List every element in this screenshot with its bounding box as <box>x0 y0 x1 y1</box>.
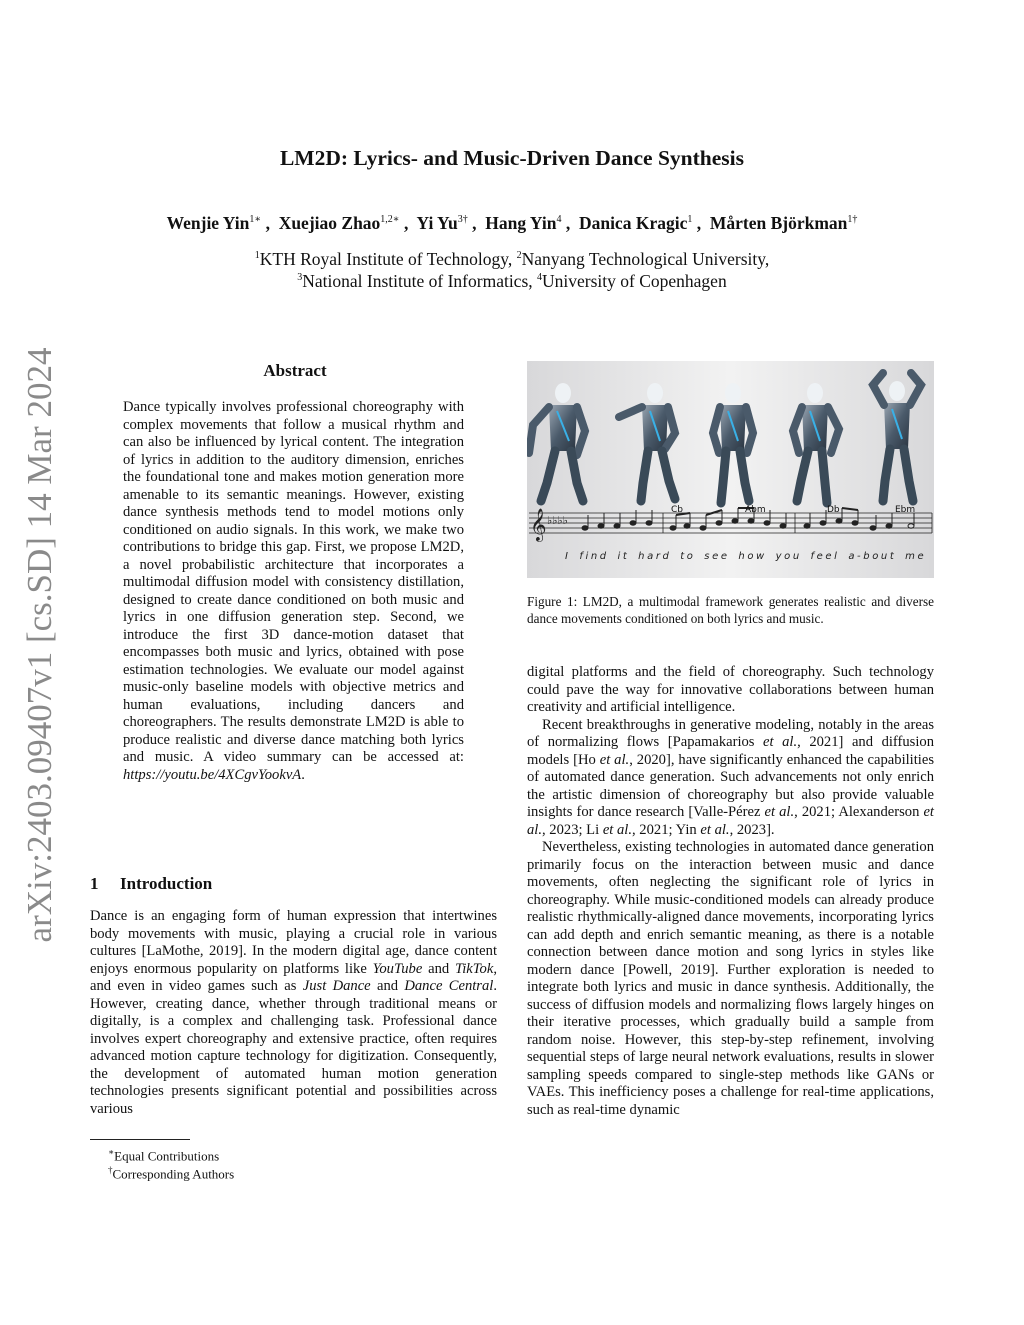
treble-clef-icon: 𝄞 <box>530 508 547 541</box>
lyrics-line: I find it hard to see how you feel a-bout me <box>565 551 927 562</box>
video-link[interactable]: https://youtu.be/4XCgvYookvA <box>123 766 302 783</box>
chord-label: Ebm <box>895 505 916 515</box>
arxiv-id: arXiv:2403.09407v1 [cs.SD] 14 Mar 2024 <box>20 347 59 943</box>
figure-caption: Figure 1: LM2D, a multimodal framework generates realistic and diverse dance movements conditioned on both lyrics and music. <box>527 594 934 626</box>
author: Yi $Yu^{3\dagger}$ <box>416 213 468 233</box>
abstract-heading: Abstract <box>263 361 327 380</box>
paragraph: Nevertheless, existing technologies in automated dance generation primarily focus on the interaction between music and dance movements, often neglecting the significant role of lyrics in choreography. While music-conditioned models can already produce realistic rhythmically-aligned dance movements, incorporating lyrics can add depth and enrich semantic meaning, as there is a notable connection between dance motion and song lyrics in styles like modern dance [Powell, 2019]. Further exploration is needed to integrate both lyrics and music in dance synthesis. Additionally, the success of diffusion models and normalizing flows largely hinges on their iterative processes, which gradually build a sample from random noise. However, this step-by-step refinement, involving sequential steps of large neural network evaluations, results in slower sampling speeds compared to single-step methods like GANs or VAEs. This inefficiency poses a challenge for real-time applications, such as real-time dynamic <box>527 839 934 1118</box>
author-list: Wenjie Yin$^{1∗}$ , Xuejiao Zhao$^{1,2∗}$ , Yi $Yu^{3\dagger}$ , Hang Yin$^4$ , Danica Kragic$^1$ , Mårten Björkman$^{1\dagger}$ <box>166 213 858 233</box>
abstract-body: Dance typically involves professional choreography with complex movements that follow a musical rhythm and can also be influenced by lyrical content. The integration of lyrics in addition to the auditory dimension, enriches the foundational tone and makes motion generation more amenable to its semantic meanings. However, existing dance synthesis methods tend to model motions only conditioned on audio signals. In this work, we make two contributions to bridge this gap. First, we propose LM2D, a novel probabilistic architecture that incorporates a multimodal diffusion model with consistency distillation, designed to create dance conditioned on both music and lyrics in one diffusion generation step. Second, we introduce the first 3D dance-motion dataset that encompasses both music and lyrics, obtained with pose estimation technologies. We evaluate our model against music-only baseline models with objective metrics and human evaluations, including dancers and choreographers. The results demonstrate LM2D is able to produce realistic and diverse dance matching both lyrics and music. A video summary can be accessed at: https://youtu.be/4XCgvYookvA. <box>123 399 464 783</box>
author: Mårten Björkman$^{1\dagger}$ <box>709 213 858 233</box>
paper-title: LM2D: Lyrics- and Music-Driven Dance Synthesis <box>279 146 745 170</box>
intro-paragraph: Dance is an engaging form of human expression that intertwines body movements with music, playing a crucial role in various cultures [LaMothe, 2019]. In the modern digital age, dance content enjoys enormous popularity on platforms like YouTube and TikTok, and even in video games such as Just Dance and Dance Central. However, creating dance, whether through traditional means or digitally, is a complex and challenging task. Professional dance involves expert choreography and extensive practice, often requires advanced motion capture technology for digitization. Consequently, the development of automated human motion generation technologies presents significant potential and possibilities across various <box>90 908 497 1117</box>
footnote: ∗Equal Contributions <box>108 1147 220 1164</box>
chord-label: Db <box>827 505 840 515</box>
author: Hang Yin$^4$ <box>485 213 562 233</box>
author: Xuejiao Zhao$^{1,2∗}$ <box>278 213 400 233</box>
paragraph: digital platforms and the field of choreography. Such technology could pave the way for innovative collaborations between human creativity and artificial intelligence. <box>527 664 934 715</box>
paragraph: Recent breakthroughs in generative modeling, notably in the areas of normalizing flows [Papamakarios et al., 2021] and diffusion models [Ho et al., 2020], have significantly enhanced the capabilities of automated dance generation. Such advancements not only enrich the artistic dimension of choreography but also provide valuable insights for dance research [Valle-Pérez et al., 2021; Alexanderson et al., 2023; Li et al., 2021; Yin et al., 2023]. <box>527 716 934 838</box>
footnote-rule <box>90 1139 190 1140</box>
figure-1-image <box>527 361 934 578</box>
section-heading: 1 Introduction <box>90 874 213 893</box>
affiliation-line: $^3$National Institute of Informatics, $^4$University of Copenhagen <box>297 270 727 291</box>
right-column-text <box>527 664 934 1119</box>
footnote: †Corresponding Authors <box>108 1165 235 1182</box>
affiliation-line: $^1$KTH Royal Institute of Technology, $^2$Nanyang Technological University, <box>254 248 770 269</box>
dance-illustration <box>527 361 934 578</box>
key-signature-icon: ♭♭♭♭ <box>547 514 568 527</box>
chord-label: Abm <box>745 505 766 515</box>
author: Wenjie Yin$^{1∗}$ <box>166 213 262 233</box>
chord-label: Cb <box>671 505 683 515</box>
author: Danica Kragic$^1$ <box>578 213 693 233</box>
